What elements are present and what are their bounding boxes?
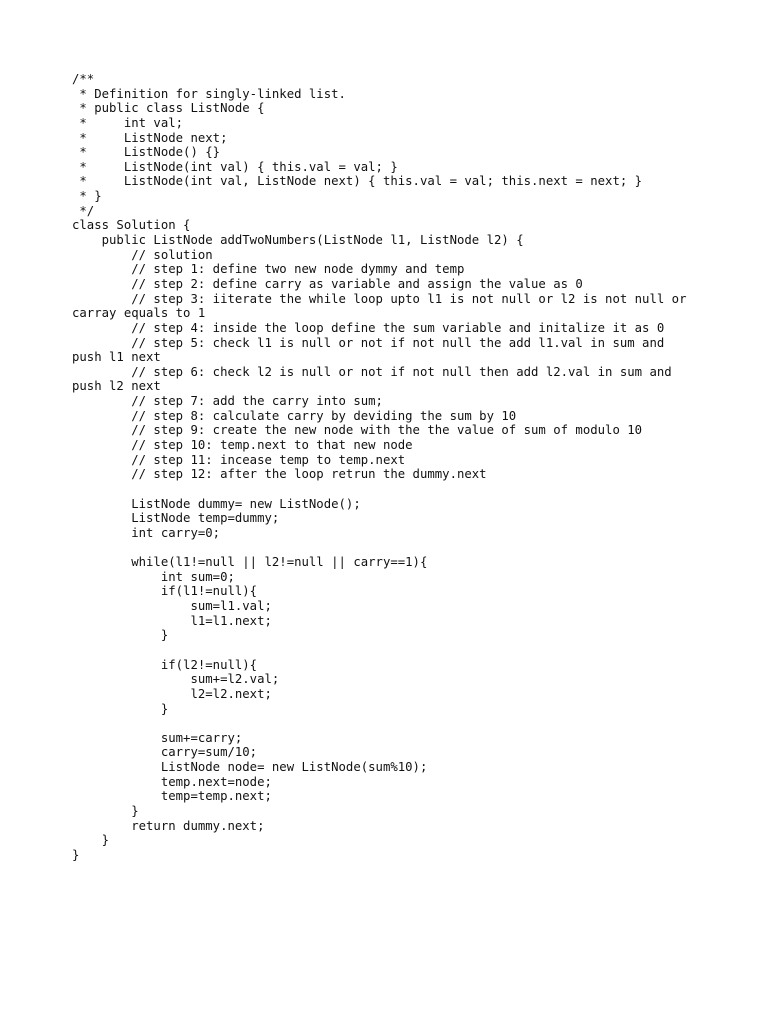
code-line: * ListNode(int val) { this.val = val; } [72, 159, 398, 174]
code-line: * } [72, 189, 102, 204]
code-line: // step 6: check l2 is null or not if not null then add l2.val in sum and [72, 364, 672, 379]
code-line: sum=l1.val; [72, 599, 272, 614]
code-line: class Solution { [72, 218, 191, 233]
code-line: } [72, 833, 110, 848]
code-line: // step 5: check l1 is null or not if not null the add l1.val in sum and [72, 335, 665, 350]
code-line: * public class ListNode { [72, 101, 265, 116]
code-line: // solution [72, 247, 213, 262]
code-line: carry=sum/10; [72, 745, 258, 760]
code-line: /** [72, 72, 95, 86]
code-line: // step 8: calculate carry by deviding the sum by 10 [72, 408, 517, 423]
code-line: * Definition for singly-linked list. [72, 86, 346, 101]
code-line: // step 10: temp.next to that new node [72, 438, 413, 453]
code-line: * int val; [72, 115, 184, 130]
code-line: temp.next=node; [72, 774, 272, 789]
code-line: return dummy.next; [72, 818, 265, 833]
code-line: if(l2!=null){ [72, 657, 258, 672]
code-line: while(l1!=null || l2!=null || carry==1){ [72, 555, 428, 570]
code-line [72, 716, 712, 731]
code-line: } [72, 847, 80, 862]
code-line: // step 3: iiterate the while loop upto l1 is not null or l2 is not null or [72, 291, 687, 306]
code-line: public ListNode addTwoNumbers(ListNode l1, ListNode l2) { [72, 233, 524, 248]
code-line: */ [72, 203, 95, 218]
code-line [72, 482, 712, 497]
code-line: ListNode temp=dummy; [72, 511, 280, 526]
code-line: temp=temp.next; [72, 789, 272, 804]
code-line: * ListNode() {} [72, 145, 221, 160]
code-line: // step 4: inside the loop define the sum variable and initalize it as 0 [72, 320, 665, 335]
code-line: } [72, 804, 139, 819]
code-line: * ListNode next; [72, 130, 228, 145]
code-line: } [72, 701, 169, 716]
code-line: push l1 next [72, 350, 161, 365]
code-line: sum+=l2.val; [72, 672, 280, 687]
code-line: carray equals to 1 [72, 306, 206, 321]
code-line: l1=l1.next; [72, 613, 272, 628]
code-line: * ListNode(int val, ListNode next) { this.val = val; this.next = next; } [72, 174, 643, 189]
code-line: ListNode node= new ListNode(sum%10); [72, 760, 428, 775]
code-line: int sum=0; [72, 569, 235, 584]
code-line: ListNode dummy= new ListNode(); [72, 496, 361, 511]
code-line: // step 12: after the loop retrun the dummy.next [72, 467, 487, 482]
code-line: sum+=carry; [72, 730, 243, 745]
code-line: if(l1!=null){ [72, 584, 258, 599]
code-line: // step 9: create the new node with the the value of sum of modulo 10 [72, 423, 643, 438]
code-line: int carry=0; [72, 525, 221, 540]
code-line [72, 541, 712, 556]
code-line: l2=l2.next; [72, 686, 272, 701]
code-line: } [72, 628, 169, 643]
code-line: // step 7: add the carry into sum; [72, 394, 383, 409]
code-line: // step 2: define carry as variable and assign the value as 0 [72, 276, 583, 291]
code-line: // step 1: define two new node dymmy and temp [72, 262, 465, 277]
code-line: push l2 next [72, 379, 161, 394]
code-line [72, 643, 712, 658]
code-line: // step 11: incease temp to temp.next [72, 452, 406, 467]
code-listing [72, 72, 712, 863]
